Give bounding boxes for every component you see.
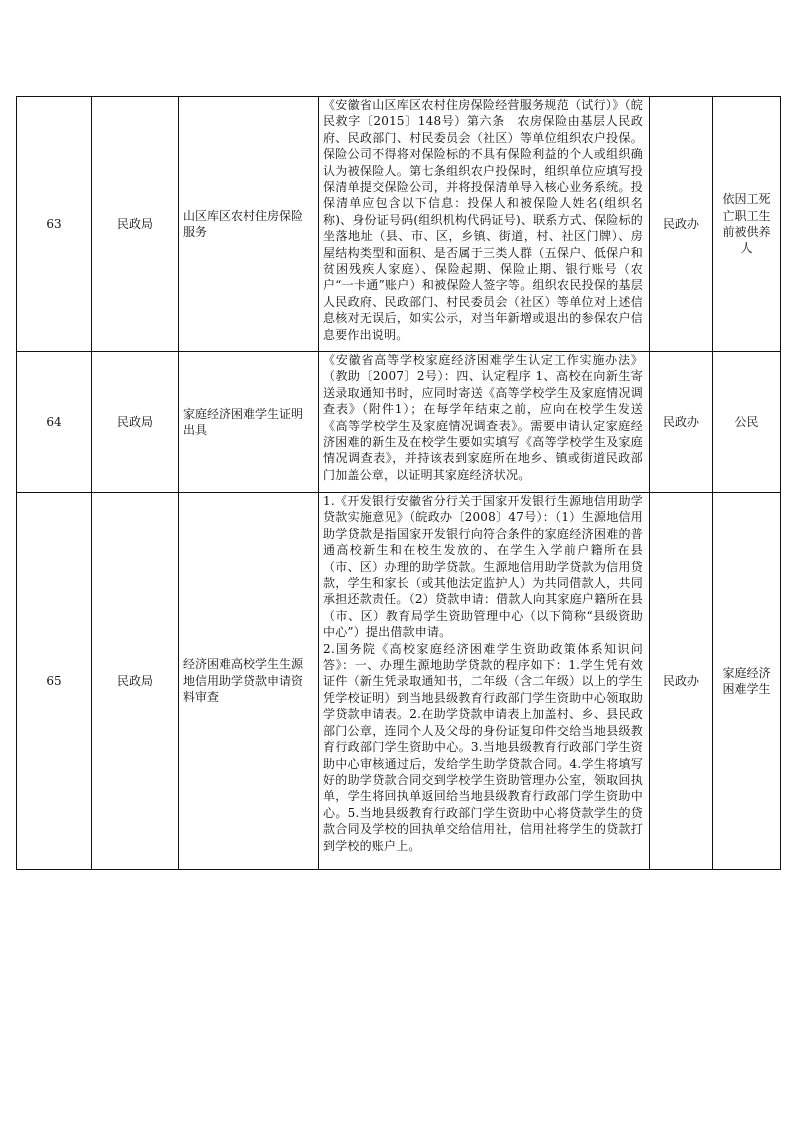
table-row [17, 97, 781, 352]
service-object-text: 公民 [734, 414, 759, 429]
item-name-text: 经济困难高校学生生源地信用助学贷款申请资料审查 [183, 657, 304, 705]
department-cell: 民政局 [92, 493, 179, 870]
item-name-text: 山区库区农村住房保险服务 [183, 208, 304, 239]
legal-basis-cell [319, 352, 650, 493]
implementing-unit-cell: 民政办 [650, 352, 713, 493]
item-name-cell [179, 493, 319, 870]
legal-basis-paragraph-2: 2.国务院《高校家庭经济困难学生资助政策体系知识问答》：一、办理生源地助学贷款的程序如下：1.学生凭有效证件（新生凭录取通知书，二年级（含二年级）以上的学生凭学校证明）到当地县级教育行政部门学生资助中心领取助学贷款申请表。2.在助学贷款申请表上加盖村、乡、县民政部门公章，连同个人及父母的身份证复印件交给当地县级教育行政部门学生资助中心。3.当地县级教育行政部门学生资助中心审核通过后，发给学生助学贷款合同。4.学生将填写好的助学贷款合同交到学校学生资助管理办公室，领取回执单，学生将回执单返回给当地县级教育行政部门学生资助中心。5.当地县级教育行政部门学生资助中心将贷款学生的贷款合同及学校的回执单交给信用社，信用社将学生的贷款打到学校的账户上。 [323, 641, 643, 853]
service-object-cell [713, 352, 781, 493]
legal-basis-text-clip [319, 352, 649, 492]
legal-basis-text-clip [319, 493, 649, 869]
item-name-text: 家庭经济困难学生证明出具 [183, 406, 304, 437]
implementing-unit-cell: 民政办 [650, 493, 713, 870]
department-cell: 民政局 [92, 352, 179, 493]
service-object-text: 依因工死亡职工生前被供养人 [722, 192, 771, 256]
implementing-unit-cell: 民政办 [650, 97, 713, 352]
legal-basis-text-clip [319, 97, 649, 351]
table-row [17, 352, 781, 493]
row-number: 65 [17, 493, 92, 870]
service-object-text: 家庭经济困难学生 [722, 665, 771, 696]
table-row [17, 493, 781, 870]
legal-basis-paragraph-1: 1.《开发银行安徽省分行关于国家开发银行生源地信用助学贷款实施意见》（皖政办〔2008〕47号）：（1）生源地信用助学贷款是指国家开发银行向符合条件的家庭经济困难的普通高校新生和在校生发放的、在学生入学前户籍所在县（市、区）办理的助学贷款。生源地信用助学贷款为信用贷款，学生和家长（或其他法定监护人）为共同借款人，共同承担还款责任。（2）贷款申请：借款人向其家庭户籍所在县（市、区）教育局学生资助管理中心（以下简称“县级资助中心”）提出借款申请。 [323, 494, 643, 640]
service-object-cell [713, 493, 781, 870]
legal-basis-text: 《安徽省高等学校家庭经济困难学生认定工作实施办法》（教助〔2007〕2号）：四、认定程序 1、高校在向新生寄送录取通知书时，应同时寄送《高等学校学生及家庭情况调查表》（附件1）；在每学年结束之前，应向在校学生发送《高等学校学生及家庭情况调查表》。需要申请认定家庭经济困难的新生及在校学生要如实填写《高等学校学生及家庭情况调查表》，并持该表到家庭所在地乡、镇或街道民政部门加盖公章，以证明其家庭经济状况。 [323, 353, 643, 482]
item-name-cell [179, 97, 319, 352]
service-items-table [16, 96, 781, 870]
row-number: 64 [17, 352, 92, 493]
department-cell: 民政局 [92, 97, 179, 352]
service-object-cell [713, 97, 781, 352]
item-name-cell [179, 352, 319, 493]
legal-basis-text: 《安徽省山区库区农村住房保险经营服务规范（试行）》（皖民救字〔2015〕148号）第六条 农房保险由基层人民政府、民政部门、村民委员会（社区）等单位组织农户投保。保险公司不得将对保险标的不具有保险利益的个人或组织确认为被保险人。第七条组织农户投保时，组织单位应填写投保清单提交保险公司，并将投保清单导入核心业务系统。投保清单应包含以下信息：投保人和被保险人姓名(组织名称)、身份证号码(组织机构代码证号)、联系方式、保险标的坐落地址（县、市、区，乡镇、街道，村、社区门牌）、房屋结构类型和面积、是否属于三类人群（五保户、低保户和贫困残疾人家庭）、保险起期、保险止期、银行账号（农户“一卡通”账户）和被保险人签字等。组织农民投保的基层人民政府、民政部门、村民委员会（社区）等单位对上述信息核对无误后，如实公示，对当年新增或退出的参保农户信息要作出说明。 [323, 98, 643, 342]
legal-basis-cell [319, 493, 650, 870]
legal-basis-cell [319, 97, 650, 352]
row-number: 63 [17, 97, 92, 352]
